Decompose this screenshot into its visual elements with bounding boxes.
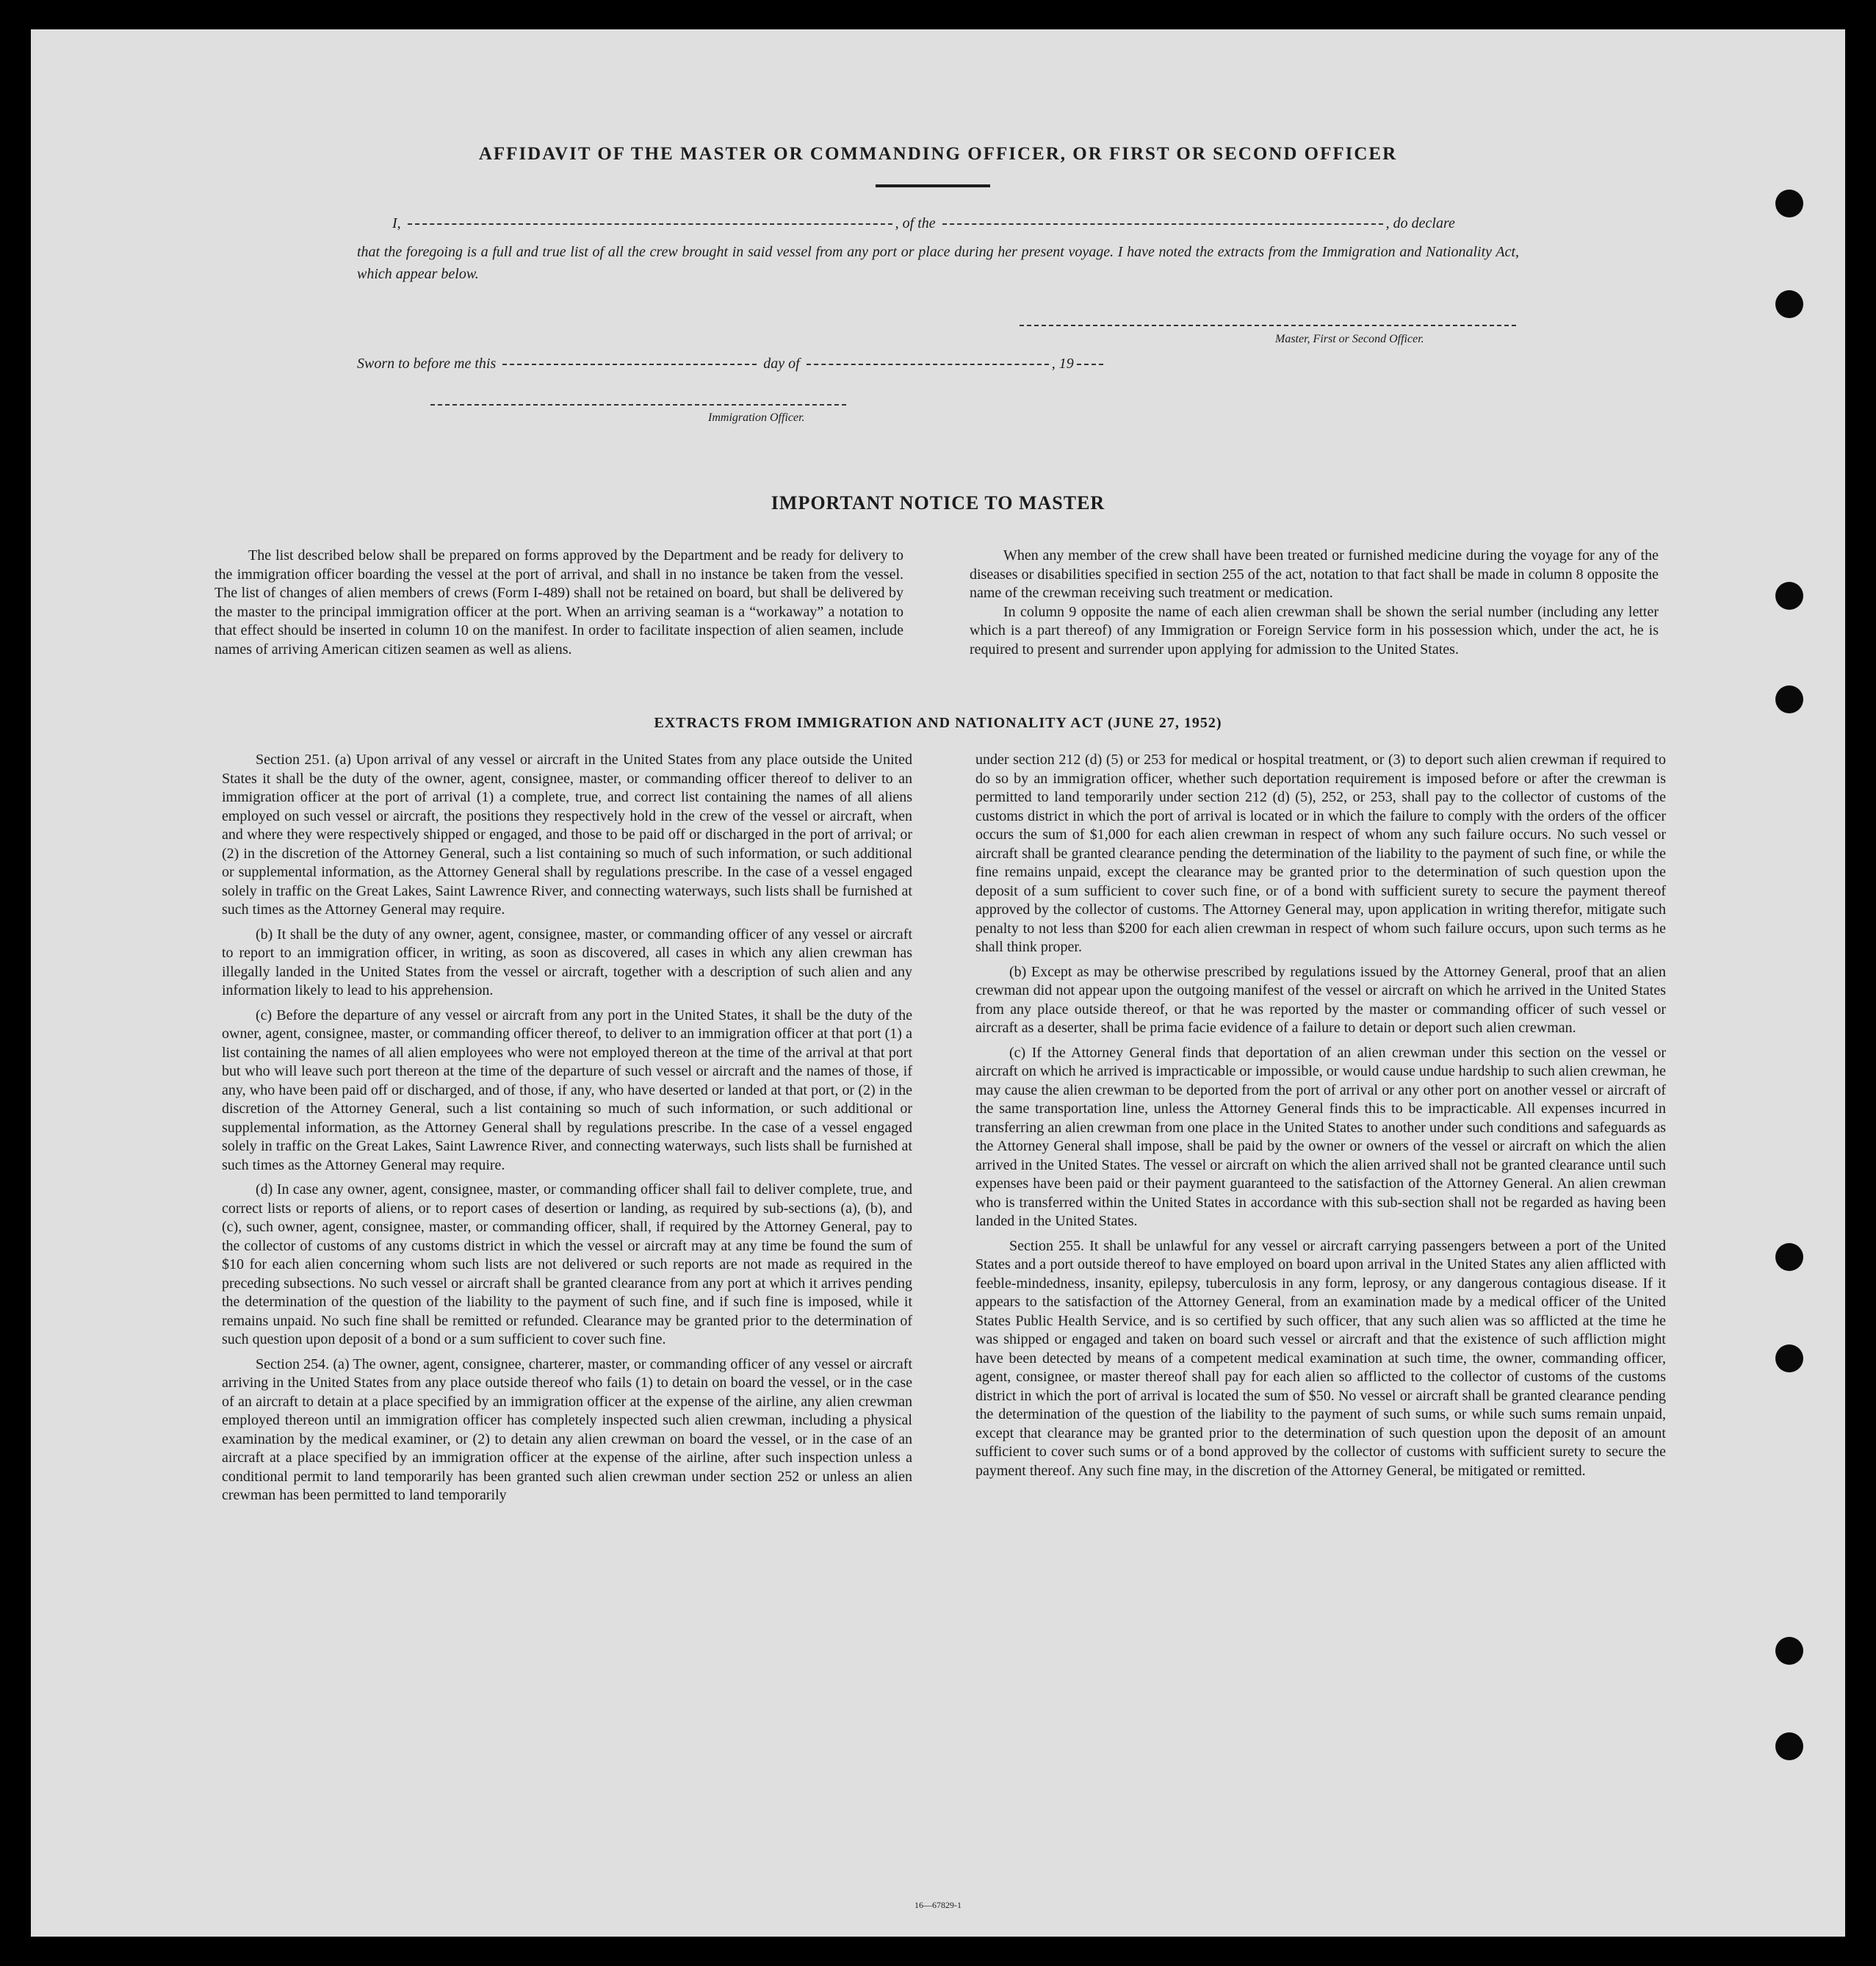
punch-hole [1775,290,1803,318]
punch-hole [1775,1344,1803,1372]
do-declare-label: , do declare [1385,215,1455,231]
notice-left-paragraph: The list described below shall be prepared on forms approved by the Department and be ready for delivery to the immigration officer boarding the vessel at the port of arrival, and shall in no instance be taken from the vessel. The list of changes of alien members of crews (Form I-489) shall not be retained on board, but shall be delivered by the master to the principal immigration officer at the port. When an arriving seaman is a “workaway” a notation to that effect should be inserted in column 10 on the manifest. In order to facilitate inspection of alien seamen, include names of arriving American citizen seamen as well as aliens. [214,547,903,658]
punch-hole [1775,1243,1803,1271]
master-signature-line[interactable] [1020,325,1516,326]
title-rule [876,184,990,187]
section-251b: (b) It shall be the duty of any owner, agent, consignee, master, or commanding officer of any vessel or aircraft to report to an immigration officer, in writing, as soon as discovered, all cases in which any alien crewman has illegally landed in the United States from the vessel or aircraft, together with a description of such alien and any information likely to lead to his apprehension. [222,926,912,998]
section-254b: (b) Except as may be otherwise prescribed by regulations issued by the Attorney General, proof that an alien crewman did not appear upon the outgoing manifest of the vessel or aircraft on which he arrived in the United States from any place outside thereof, or that he was reported by the master or commanding officer of such vessel or aircraft as a deserter, shall be prima facie evidence of a failure to detain or deport such alien crewman. [975,963,1666,1036]
extracts-right-column [975,751,1666,1486]
master-signature-label: Master, First or Second Officer. [1275,333,1424,345]
declaration-line [392,215,1455,232]
punch-hole [1775,190,1803,217]
punch-hole [1775,685,1803,713]
sworn-line [357,356,1106,372]
sworn-year-blank[interactable] [1077,364,1103,365]
vessel-blank[interactable] [942,223,1383,225]
affidavit-title: AFFIDAVIT OF THE MASTER OR COMMANDING OFFICER, OR FIRST OR SECOND OFFICER [478,144,1398,164]
notice-right-paragraph: In column 9 opposite the name of each alien crewman shall be shown the serial number (including any letter which is a part thereof) of any Immigration or Foreign Service form in his possession which, under the act, he is required to present and surrender upon applying for admission to the United States. [970,603,1659,658]
immigration-officer-signature-line[interactable] [430,404,846,406]
section-254a-continued: under section 212 (d) (5) or 253 for medical or hospital treatment, or (3) to deport such alien crewman if required to do so by an immigration officer, whether such deportation requirement is imposed before or after the crewman is permitted to land temporarily under section 212 (d) (5), 252, or 253, shall pay to the collector of customs of the customs district in which the port of arrival is located or in which the failure to comply with the orders of the officer occurs the sum of $1,000 for each alien crewman in respect of whom any such failure occurs. No such vessel or aircraft shall be granted clearance pending the determination of the liability to the payment of such fine, or while the fine remains unpaid, except the clearance may be granted prior to the determination of such question upon the deposit of a sum sufficient to cover such fine, or of a bond with sufficient surety to secure the payment thereof approved by the collector of customs. The Attorney General may, upon application in writing therefor, mitigate such penalty to not less than $200 for each alien crewman in respect of whom such failure occurs, upon such terms as he shall think proper. [975,752,1666,955]
punch-hole [1775,1732,1803,1760]
extracts-title: EXTRACTS FROM IMMIGRATION AND NATIONALITY ACT (JUNE 27, 1952) [654,715,1222,731]
section-251d: (d) In case any owner, agent, consignee, master, or commanding officer shall fail to deliver complete, true, and correct lists or reports of aliens, or to report cases of desertion or landing, as required by sub-sections (a), (b), and (c), such owner, agent, consignee, master, or commanding officer, shall, if required by the Attorney General, pay to the collector of customs of any customs district in which the vessel or aircraft may at any time be found the sum of $10 for each alien concerning whom such lists are not delivered or such reports are not made as required in the preceding subsections. No such vessel or aircraft shall be granted clearance from any port at which it arrives pending the determination of the question of the liability to the payment of such fine, and if such fine is imposed, while it remains unpaid. No such fine shall be remitted or refunded. Clearance may be granted prior to the determination of such question upon deposit of a bond or a sum sufficient to cover such fine. [222,1181,912,1347]
section-251c: (c) Before the departure of any vessel or aircraft from any port in the United States, it shall be the duty of the owner, agent, consignee, master, or commanding officer thereof, to deliver to an immigration officer at that port (1) a list containing the names of all alien employees who were not employed thereon at the time of the arrival at that port but who will leave such port thereon at the time of the departure of such vessel or aircraft and the names of those, if any, who have been paid off or discharged, and of those, if any, who have deserted or landed at that port, or (2) in the discretion of the Attorney General, such a list containing so much of such information, or such additional or supplemental information, as the Attorney General shall by regulations prescribe. In the case of a vessel engaged solely in traffic on the Great Lakes, Saint Lawrence River, and connecting waterways, such lists shall be furnished at such times as the Attorney General may require. [222,1007,912,1173]
notice-title: IMPORTANT NOTICE TO MASTER [771,492,1105,514]
day-of-label: day of [763,356,800,372]
affidavit-statement: that the foregoing is a full and true list of all the crew brought in said vessel from any port or place during her present voyage. I have noted the extracts from the Immigration and Nationality Act, which appear below. [357,244,1519,282]
section-254a: Section 254. (a) The owner, agent, consignee, charterer, master, or commanding officer of any vessel or aircraft arriving in the United States from any place outside thereof who fails (1) to detain on board the vessel, or in the case of an aircraft to detain at a place specified by an immigration officer at the expense of the airline, any alien crewman employed thereon until an immigration officer has completely inspected such alien crewman, including a physical examination by the medical examiner, or (2) to detain any alien crewman on board the vessel, or in the case of an aircraft at a place specified by an immigration officer at the expense of the airline, after such inspection unless a conditional permit to land temporarily has been granted such alien crewman under section 252 or unless an alien crewman has been permitted to land temporarily [222,1355,912,1503]
notice-left-column [214,547,903,665]
i-label: I, [392,215,401,231]
sworn-day-blank[interactable] [502,364,757,365]
immigration-officer-label: Immigration Officer. [708,411,805,424]
of-the-label: , of the [895,215,936,231]
section-251a: Section 251. (a) Upon arrival of any vessel or aircraft in the United States from any place outside the United States it shall be the duty of the owner, agent, consignee, master, or commanding officer thereof to deliver to an immigration officer at the port of arrival (1) a complete, true, and correct list containing the names of all aliens employed on such vessel or aircraft, the positions they respectively hold in the crew of the vessel or aircraft, when and where they were respectively shipped or engaged, and those to be paid off or discharged in the port of arrival; or (2) in the discretion of the Attorney General, such a list containing so much of such information, or such additional or supplemental information, as the Attorney General shall by regulations prescribe. In the case of a vessel engaged solely in traffic on the Great Lakes, Saint Lawrence River, and connecting waterways, such lists shall be furnished at such times as the Attorney General may require. [222,752,912,918]
punch-hole [1775,582,1803,610]
notice-right-column [970,547,1659,665]
name-blank[interactable] [408,223,892,225]
punch-hole [1775,1637,1803,1665]
form-number: 16—67829-1 [914,1900,962,1910]
section-255: Section 255. It shall be unlawful for any vessel or aircraft carrying passengers between a port of the United States and a port outside thereof to have employed on board upon arrival in the United States any alien afflicted with feeble-mindedness, insanity, epilepsy, tuberculosis in any form, leprosy, or any dangerous contagious disease. If it appears to the satisfaction of the Attorney General, from an examination made by a medical officer of the United States Public Health Service, and is so certified by such officer, that any such alien was so afflicted at the time he was shipped or engaged and taken on board such vessel or aircraft and that the existence of such affliction might have been detected by means of a competent medical examination at such time, the owner, commanding officer, agent, consignee, or master thereof shall pay for each alien so afflicted to the collector of customs of the customs district in which the port of arrival is located the sum of $50. No vessel or aircraft shall be granted clearance pending the determination of the question of the liability to the payment of such sums, or while such sums remain unpaid, except that clearance may be granted prior to the determination of such question upon the deposit of an amount sufficient to cover such sums or of a bond approved by the collector of customs with sufficient surety to secure the payment thereof. Any such fine may, in the discretion of the Attorney General, be mitigated or remitted. [975,1237,1666,1479]
sworn-month-blank[interactable] [807,364,1049,365]
section-254c: (c) If the Attorney General finds that deportation of an alien crewman under this section on the vessel or aircraft on which he arrived is impracticable or impossible, or would cause undue hardship to such alien crewman, he may cause the alien crewman to be deported from the port of arrival or any other port on another vessel or aircraft of the same transportation line, unless the Attorney General finds this to be impracticable. All expenses incurred in transferring an alien crewman from one place in the United States to another under such conditions and safeguards as the Attorney General shall impose, shall be paid by the owner or owners of the vessel or aircraft on which the alien arrived in the United States. The vessel or aircraft on which the alien arrived shall not be granted clearance until such expenses have been paid or their payment guaranteed to the satisfaction of the Attorney General. An alien crewman who is transferred within the United States in accordance with this sub-section shall not be regarded as having been landed in the United States. [975,1044,1666,1229]
extracts-left-column [222,751,912,1511]
year-label: , 19 [1051,356,1074,372]
notice-right-paragraph: When any member of the crew shall have been treated or furnished medicine during the voyage for any of the diseases or disabilities specified in section 255 of the act, notation to that fact shall be made in column 8 opposite the name of the crewman receiving such treatment or medication. [970,547,1659,601]
document-page [31,29,1845,1937]
sworn-label: Sworn to before me this [357,356,497,372]
